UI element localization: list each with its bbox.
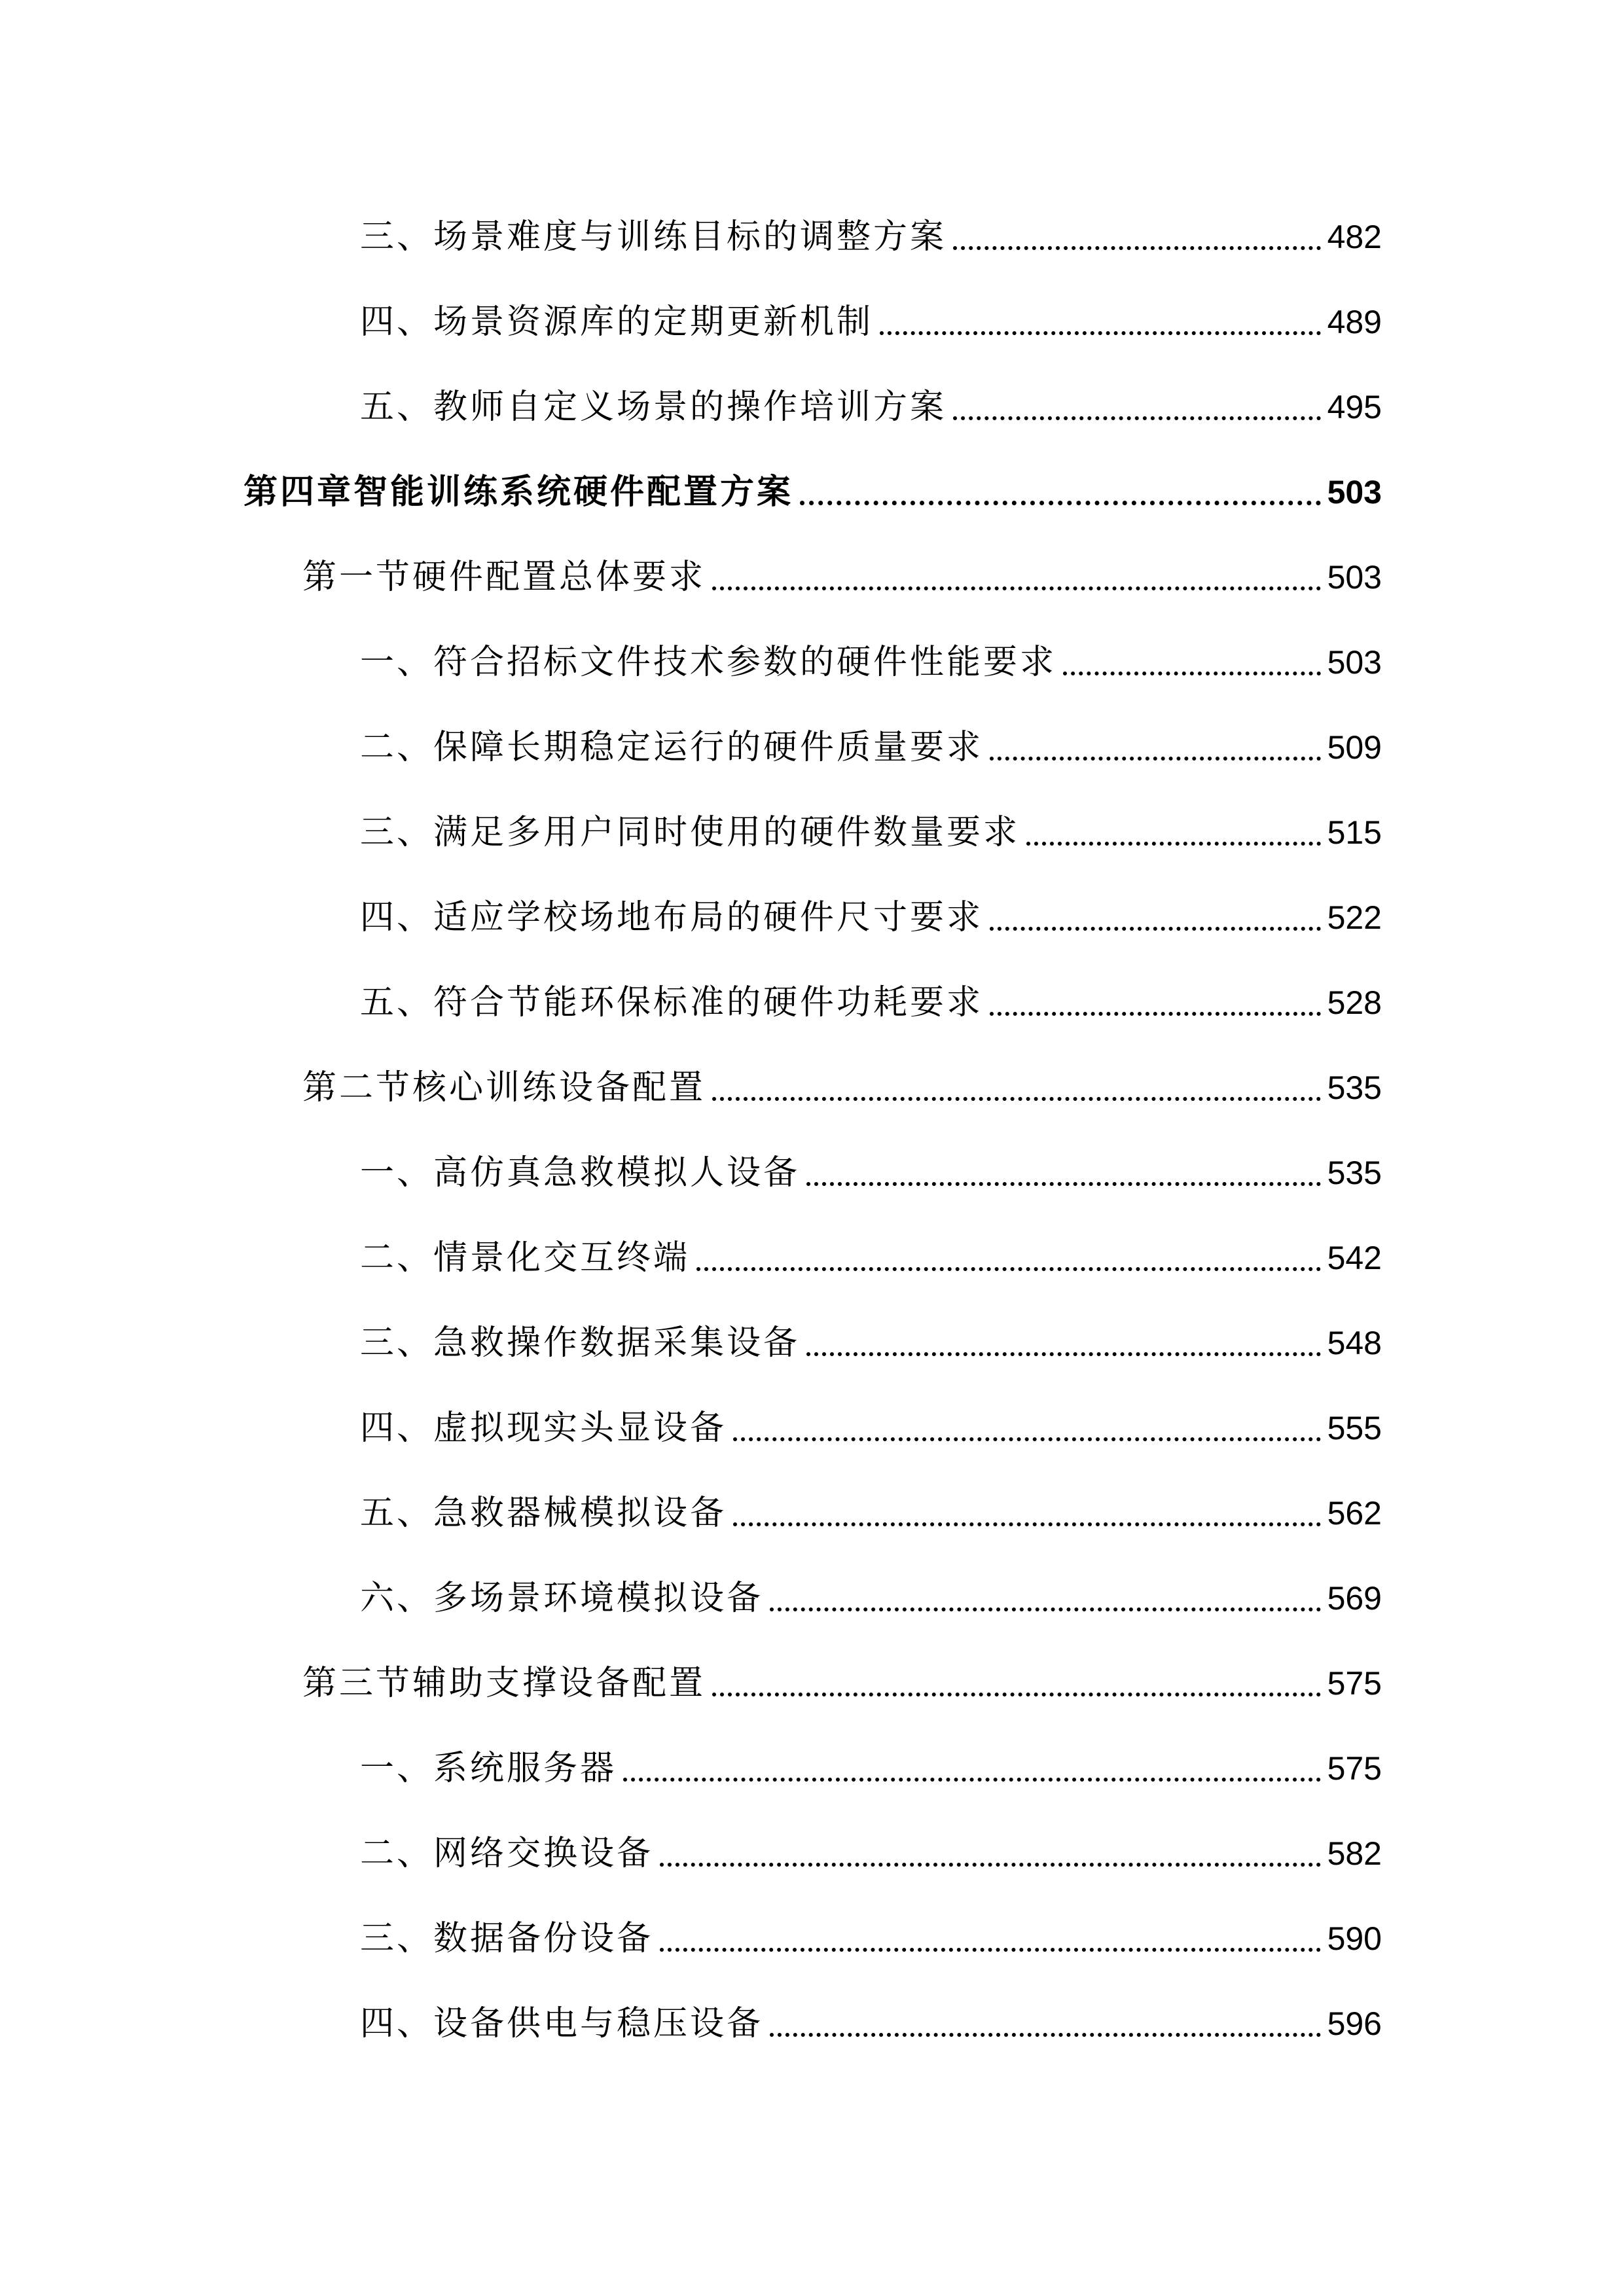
toc-entry-title: 二、情景化交互终端 (360, 1238, 691, 1278)
toc-entry-page-number: 528 (1327, 984, 1382, 1021)
toc-entry-interactive-terminal[interactable] (360, 1232, 1382, 1284)
toc-entry-title: 三、满足多用户同时使用的硬件数量要求 (360, 813, 1020, 852)
dot-leader (733, 1522, 1321, 1526)
dot-leader (880, 331, 1321, 335)
toc-entry-title: 三、数据备份设备 (360, 1919, 654, 1958)
dot-leader (800, 501, 1321, 505)
toc-section-title: 第一节硬件配置总体要求 (302, 558, 706, 597)
dot-leader (990, 927, 1321, 931)
toc-entry-power-requirements[interactable] (360, 977, 1382, 1029)
toc-entry-page-number: 555 (1327, 1410, 1382, 1446)
toc-entry-environment-simulation[interactable] (360, 1572, 1382, 1624)
toc-entry-data-acquisition[interactable] (360, 1317, 1382, 1369)
toc-entry-title: 四、设备供电与稳压设备 (360, 2004, 764, 2043)
toc-entry-page-number: 503 (1327, 644, 1382, 681)
dot-leader (990, 757, 1321, 761)
toc-entry-page-number: 542 (1327, 1240, 1382, 1276)
dot-leader (733, 1437, 1321, 1441)
toc-entry-scene-difficulty-adjustment[interactable] (360, 211, 1382, 263)
dot-leader (806, 1182, 1321, 1186)
toc-entry-page-number: 582 (1327, 1835, 1382, 1872)
toc-entry-title: 三、急救操作数据采集设备 (360, 1323, 801, 1363)
toc-entry-page-number: 569 (1327, 1580, 1382, 1617)
toc-chapter-title: 第四章智能训练系统硬件配置方案 (244, 473, 794, 512)
toc-section-1-general-requirements[interactable] (302, 551, 1382, 603)
toc-entry-title: 四、虚拟现实头显设备 (360, 1408, 727, 1448)
toc-entry-instrument-simulation[interactable] (360, 1487, 1382, 1539)
toc-entry-title: 三、场景难度与训练目标的调整方案 (360, 217, 947, 257)
toc-entry-page-number: 482 (1327, 219, 1382, 255)
toc-entry-page-number: 575 (1327, 1665, 1382, 1702)
toc-entry-data-backup[interactable] (360, 1912, 1382, 1965)
toc-entry-page-number: 548 (1327, 1325, 1382, 1361)
dot-leader (806, 1352, 1321, 1356)
toc-section-title: 第二节核心训练设备配置 (302, 1068, 706, 1107)
toc-entry-title: 一、高仿真急救模拟人设备 (360, 1153, 801, 1193)
dot-leader (770, 1607, 1321, 1611)
toc-entry-title: 一、符合招标文件技术参数的硬件性能要求 (360, 643, 1057, 682)
toc-section-title: 第三节辅助支撑设备配置 (302, 1664, 706, 1703)
toc-entry-title: 五、急救器械模拟设备 (360, 1494, 727, 1533)
toc-entry-quality-requirements[interactable] (360, 721, 1382, 774)
dot-leader (623, 1778, 1321, 1782)
toc-entry-title: 二、网络交换设备 (360, 1834, 654, 1873)
toc-chapter-4-hardware-config[interactable] (244, 466, 1382, 518)
toc-entry-page-number: 596 (1327, 2005, 1382, 2042)
toc-entry-teacher-custom-scene-training[interactable] (360, 381, 1382, 433)
dot-leader (712, 586, 1321, 590)
toc-entry-page-number: 495 (1327, 389, 1382, 425)
dot-leader (953, 416, 1321, 420)
dot-leader (990, 1012, 1321, 1016)
toc-entry-title: 六、多场景环境模拟设备 (360, 1579, 764, 1618)
dot-leader (712, 1097, 1321, 1101)
dot-leader (660, 1948, 1321, 1952)
toc-section-2-core-equipment[interactable] (302, 1062, 1382, 1114)
toc-entry-title: 四、场景资源库的定期更新机制 (360, 302, 874, 342)
toc-entry-page-number: 509 (1327, 729, 1382, 766)
toc-entry-vr-headset[interactable] (360, 1402, 1382, 1454)
toc-entry-network-switch[interactable] (360, 1827, 1382, 1880)
dot-leader (712, 1693, 1321, 1696)
toc-entry-performance-requirements[interactable] (360, 636, 1382, 689)
toc-entry-title: 二、保障长期稳定运行的硬件质量要求 (360, 728, 984, 767)
toc-entry-page-number: 503 (1327, 559, 1382, 596)
toc-entry-page-number: 515 (1327, 814, 1382, 851)
dot-leader (696, 1267, 1321, 1271)
dot-leader (770, 2033, 1321, 2037)
toc-entry-system-server[interactable] (360, 1742, 1382, 1795)
dot-leader (660, 1863, 1321, 1867)
dot-leader (1026, 842, 1321, 846)
toc-entry-page-number: 522 (1327, 899, 1382, 936)
toc-entry-page-number: 535 (1327, 1069, 1382, 1106)
toc-entry-title: 一、系统服务器 (360, 1749, 617, 1788)
toc-entry-page-number: 575 (1327, 1750, 1382, 1787)
dot-leader (1063, 672, 1321, 675)
toc-entry-size-requirements[interactable] (360, 891, 1382, 944)
toc-entry-quantity-requirements[interactable] (360, 806, 1382, 859)
toc-entry-simulation-mannequin[interactable] (360, 1147, 1382, 1199)
dot-leader (953, 246, 1321, 250)
toc-entry-page-number: 562 (1327, 1495, 1382, 1532)
toc-section-3-auxiliary-equipment[interactable] (302, 1657, 1382, 1710)
toc-entry-page-number: 503 (1327, 474, 1382, 511)
toc-entry-page-number: 489 (1327, 304, 1382, 340)
toc-entry-page-number: 535 (1327, 1155, 1382, 1191)
toc-entry-scene-library-update[interactable] (360, 296, 1382, 348)
toc-entry-title: 四、适应学校场地布局的硬件尺寸要求 (360, 898, 984, 937)
toc-entry-power-supply[interactable] (360, 1998, 1382, 2050)
toc-entry-page-number: 590 (1327, 1920, 1382, 1957)
toc-entry-title: 五、符合节能环保标准的硬件功耗要求 (360, 983, 984, 1022)
toc-entry-title: 五、教师自定义场景的操作培训方案 (360, 387, 947, 427)
